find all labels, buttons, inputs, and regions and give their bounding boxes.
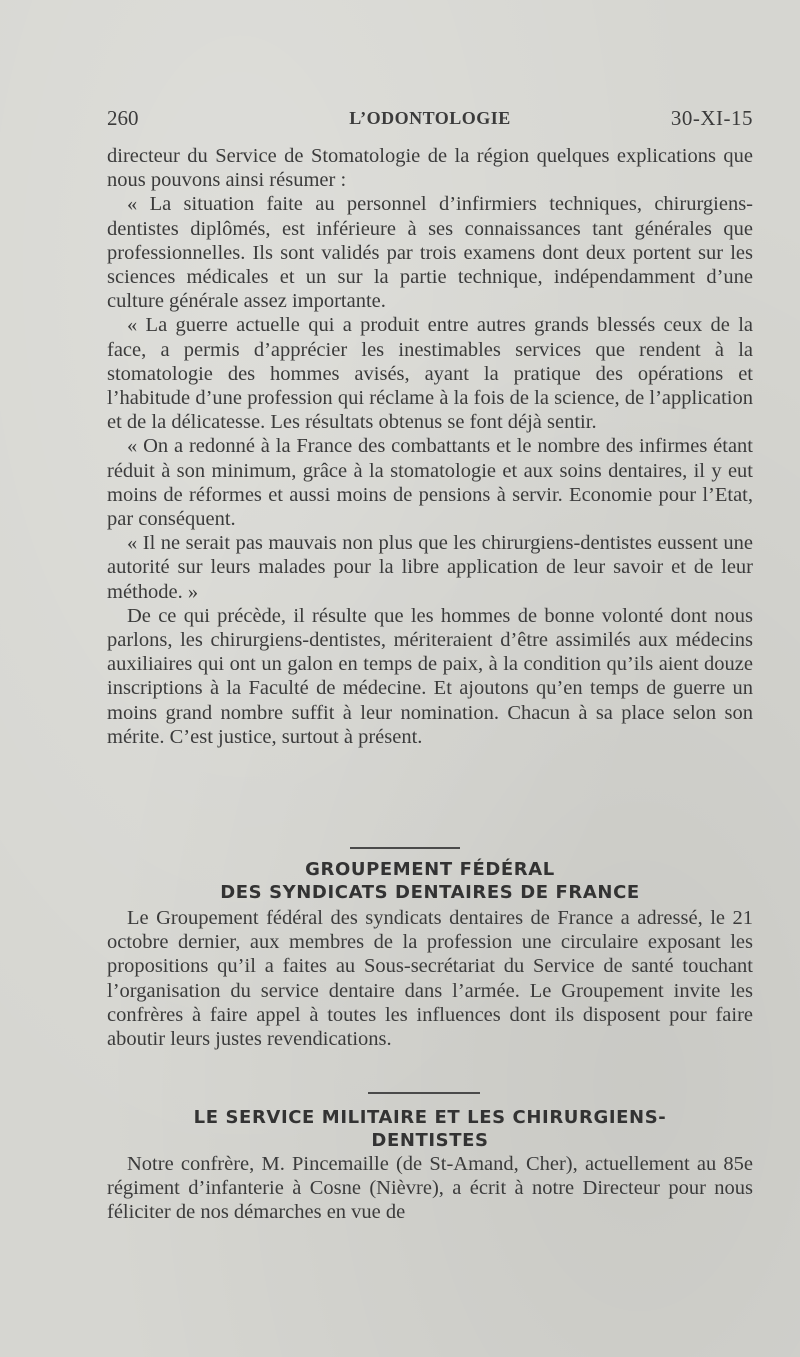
running-header [107, 106, 753, 136]
section-text [107, 906, 753, 1051]
paragraph: « Il ne serait pas mauvais non plus que les chirurgiens-dentistes eussent une autorité sur leurs malades pour la libre application de leur savoir et de leur méthode. » [107, 532, 753, 603]
paragraph: directeur du Service de Stomatologie de la région quelques explications que nous pouvons ainsi résumer : [107, 145, 753, 192]
body-text [107, 144, 753, 749]
paragraph: Notre confrère, M. Pincemaille (de St-Amand, Cher), actuellement au 85e régiment d’infanterie à Cosne (Nièvre), a écrit à notre Directeur pour nous féliciter de nos démarches en vue de [107, 1153, 753, 1224]
paragraph: Le Groupement fédéral des syndicats dentaires de France a adressé, le 21 octobre dernier, aux membres de la profession une circulaire exposant les propositions qu’il a faites au Sous-secrétariat du Service de santé touchant l’organisation du service dentaire dans l’armée. Le Groupement invite les confrères à faire appel à toutes les influences dont ils disposent pour faire aboutir leurs justes revendications. [107, 907, 753, 1051]
page-number: 260 [107, 106, 139, 130]
section-heading-line: LE SERVICE MILITAIRE ET LES CHIRURGIENS- [193, 1107, 667, 1128]
section-text [107, 1152, 753, 1225]
section-heading-line: DES SYNDICATS DENTAIRES DE FRANCE [220, 882, 640, 903]
paragraph: De ce qui précède, il résulte que les hommes de bonne volonté dont nous parlons, les chirurgiens-dentistes, mériteraient d’être assimilés aux médecins auxiliaires qui ont un galon en temps de paix, à la condition qu’ils aient douze inscriptions à la Faculté de médecine. Et ajoutons qu’en temps de guerre un moins grand nombre suffit à leur nomination. Chacun à sa place selon son mérite. C’est justice, surtout à présent. [107, 604, 753, 748]
section-heading-line: DENTISTES [371, 1130, 489, 1151]
section-divider [368, 1092, 480, 1094]
section-heading [107, 858, 753, 904]
section-heading [107, 1106, 753, 1152]
section-divider [350, 847, 460, 849]
paragraph: « On a redonné à la France des combattants et le nombre des infirmes étant réduit à son minimum, grâce à la stomatologie et aux soins dentaires, il y eut moins de réformes et aussi moins de pensions à servir. Economie pour l’Etat, par conséquent. [107, 435, 753, 531]
journal-title: L’ODONTOLOGIE [349, 108, 511, 128]
paragraph: « La situation faite au personnel d’infirmiers techniques, chirurgiens-dentistes diplômés, est inférieure à ses connaissances tant générales que professionnelles. Ils sont validés par trois examens dont deux portent sur les sciences médicales et un sur la partie technique, indépendamment d’une culture générale assez importante. [107, 193, 753, 313]
issue-date: 30-XI-15 [670, 106, 753, 130]
paragraph: « La guerre actuelle qui a produit entre autres grands blessés ceux de la face, a permis d’apprécier les inestimables services que rendent à la stomatologie des hommes avisés, ayant la pratique des opérations et l’habitude d’une profession qui réclame à la fois de la science, de l’application et de la délicatesse. Les résultats obtenus se font déjà sentir. [107, 314, 753, 434]
section-heading-line: GROUPEMENT FÉDÉRAL [305, 859, 555, 880]
